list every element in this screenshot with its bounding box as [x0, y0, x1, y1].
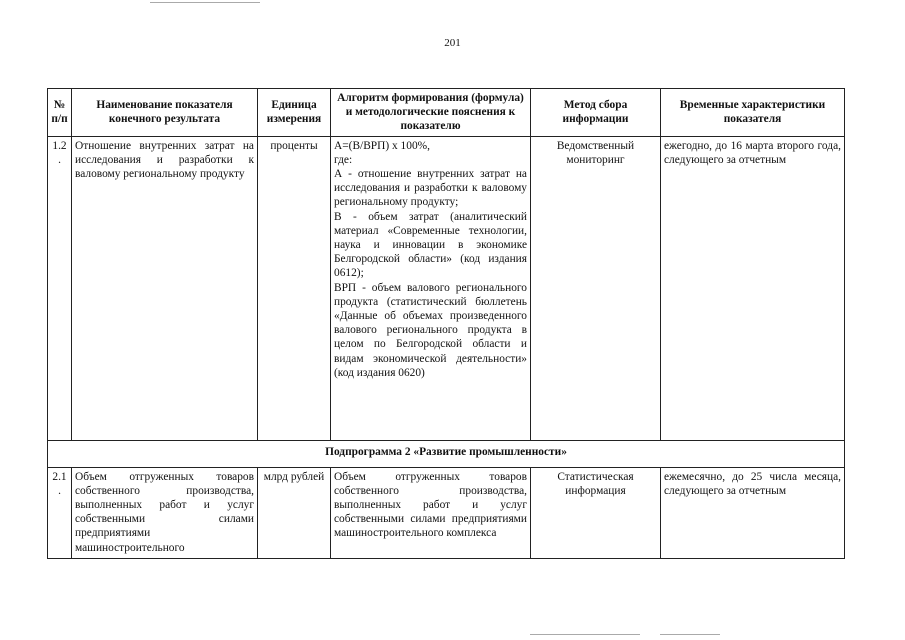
scan-artifact-bottom — [530, 634, 640, 635]
algorithm-def-vrp: ВРП - объем валового регионального продукта (статистический бюллетень «Данные об объемах произведенного валового регионального продукта в целом по Белгородской области и видам экономической деятельности» (код издания 0620) — [334, 281, 527, 379]
scan-artifact-top — [150, 2, 260, 3]
header-method: Метод сбора информации — [531, 89, 661, 137]
indicator-name: Отношение внутренних затрат на исследования и разработки к валовому региональному продукту — [72, 136, 258, 440]
indicator-algorithm — [331, 467, 531, 558]
table-row — [48, 136, 845, 440]
table-row — [48, 467, 845, 558]
indicator-unit: проценты — [258, 136, 331, 440]
indicators-table — [47, 88, 845, 559]
indicator-algorithm — [331, 136, 531, 440]
indicator-method: Ведомственный мониторинг — [531, 136, 661, 440]
algorithm-formula: А=(В/ВРП) х 100%, — [334, 139, 430, 152]
page-number: 201 — [444, 37, 461, 49]
section-row — [48, 440, 845, 467]
header-indicator-name: Наименование показателя конечного результата — [72, 89, 258, 137]
header-timing: Временные характеристики показателя — [661, 89, 845, 137]
scan-artifact-bottom-2 — [660, 634, 720, 635]
indicator-timing: ежегодно, до 16 марта второго года, следующего за отчетным — [661, 136, 845, 440]
header-unit: Единица измерения — [258, 89, 331, 137]
row-number: 2.1. — [48, 467, 72, 558]
algorithm-def-a: А - отношение внутренних затрат на исследования и разработки к валовому региональному продукту; — [334, 168, 527, 209]
indicator-method: Статистическая информация — [531, 467, 661, 558]
indicator-timing: ежемесячно, до 25 числа месяца, следующего за отчетным — [661, 467, 845, 558]
row-number: 1.2. — [48, 136, 72, 440]
indicator-unit: млрд рублей — [258, 467, 331, 558]
table-header-row — [48, 89, 845, 137]
header-number: № п/п — [48, 89, 72, 137]
section-title: Подпрограмма 2 «Развитие промышленности» — [48, 440, 845, 467]
indicator-name: Объем отгруженных товаров собственного производства, выполненных работ и услуг собственными силами предприятиями машиностроительного — [72, 467, 258, 558]
algorithm-text: Объем отгруженных товаров собственного производства, выполненных работ и услуг собственными силами предприятиями машиностроительного комплекса — [334, 470, 527, 540]
algorithm-def-b: В - объем затрат (аналитический материал «Современные технологии, наука и инновации в экономике Белгородской области» (код издания 0612); — [334, 210, 527, 280]
algorithm-where: где: — [334, 153, 353, 166]
header-algorithm: Алгоритм формирования (формула) и методологические пояснения к показателю — [331, 89, 531, 137]
